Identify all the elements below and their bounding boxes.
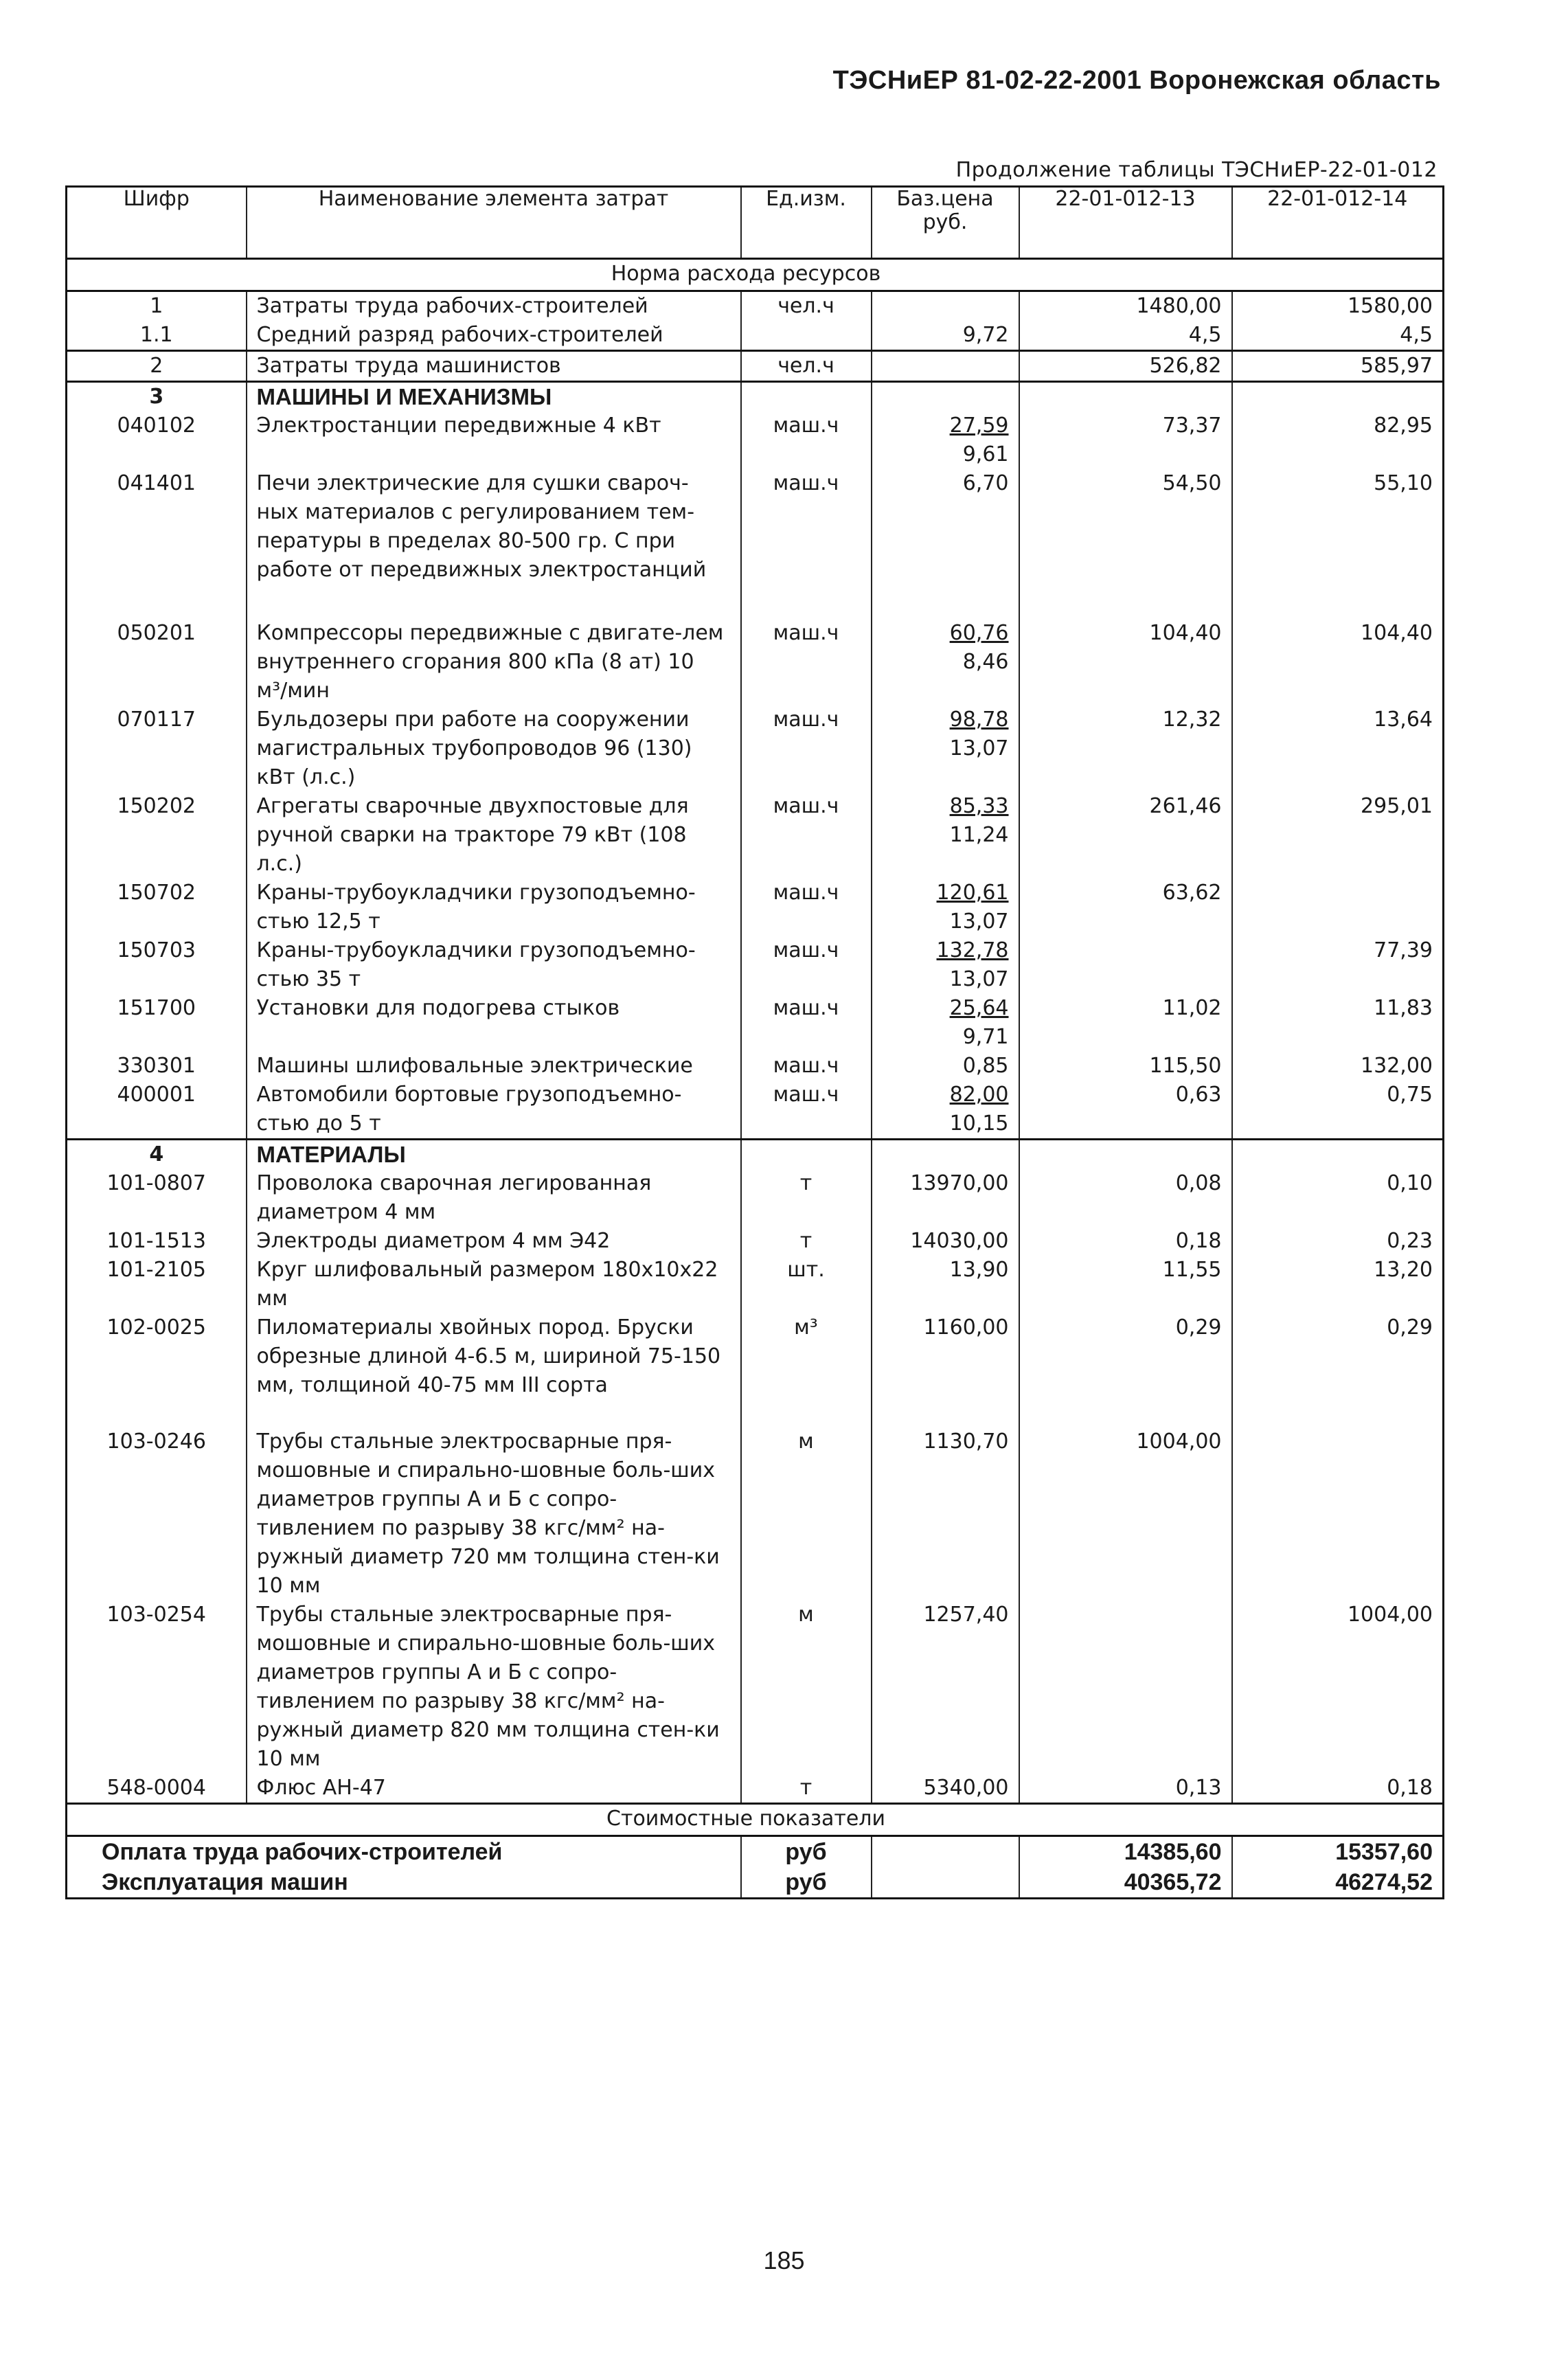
row-value-14: 0,29 (1232, 1313, 1444, 1427)
section-title: МАШИНЫ И МЕХАНИЗМЫ (247, 382, 741, 412)
summary-unit: руб (741, 1867, 872, 1899)
row-value-13: 54,50 (1019, 469, 1232, 619)
row-code: 101-0807 (67, 1169, 247, 1227)
row-value-14: 295,01 (1232, 792, 1444, 879)
row-value-13 (1019, 1601, 1232, 1774)
row-value-13: 73,37 (1019, 411, 1232, 469)
row-code: 070117 (67, 705, 247, 792)
summary-price (872, 1867, 1019, 1899)
row-price (872, 879, 1019, 936)
col-header-price (872, 187, 1019, 259)
row-value-14: 11,83 (1232, 994, 1444, 1052)
row-value-14: 1004,00 (1232, 1601, 1444, 1774)
row-code: 400001 (67, 1081, 247, 1140)
row-name: Бульдозеры при работе на сооружении магистральных трубопроводов 96 (130) кВт (л.с.) (247, 705, 741, 792)
row-price (872, 1774, 1019, 1804)
row-unit: м³ (741, 1313, 872, 1427)
row-unit: т (741, 1169, 872, 1227)
row-price-main: 27,59 (949, 414, 1009, 438)
row-value-13: 11,55 (1019, 1256, 1232, 1313)
row-price-wage: 13,07 (949, 910, 1009, 934)
summary-label: Эксплуатация машин (67, 1867, 741, 1899)
row-code: 1.1 (67, 321, 247, 351)
row-price-wage: 11,24 (949, 823, 1009, 847)
table-row (67, 1313, 1444, 1427)
row-unit (741, 321, 872, 351)
row-value-14: 82,95 (1232, 411, 1444, 469)
row-code: 151700 (67, 994, 247, 1052)
row-name: Средний разряд рабочих-строителей (247, 321, 741, 351)
table-row (67, 351, 1444, 382)
row-value-13: 1480,00 (1019, 291, 1232, 321)
row-value-14: 4,5 (1232, 321, 1444, 351)
row-price (872, 469, 1019, 619)
row-value-13: 63,62 (1019, 879, 1232, 936)
row-value-13: 0,08 (1019, 1169, 1232, 1227)
row-name: Компрессоры передвижные с двигате-лем внутреннего сгорания 800 кПа (8 ат) 10 м³/мин (247, 619, 741, 705)
col-header-code: Шифр (67, 187, 247, 259)
summary-unit: руб (741, 1836, 872, 1868)
row-price (872, 1169, 1019, 1227)
row-code: 050201 (67, 619, 247, 705)
table-row (67, 291, 1444, 321)
document-header-title: ТЭСНиЕР 81-02-22-2001 Воронежская область (832, 66, 1441, 95)
row-price (872, 1140, 1019, 1170)
col-header-22-01-012-14: 22-01-012-14 (1232, 187, 1444, 259)
row-price-main: 98,78 (949, 708, 1009, 732)
cost-header-row (67, 1804, 1444, 1836)
row-price (872, 351, 1019, 382)
row-name: Круг шлифовальный размером 180х10х22 мм (247, 1256, 741, 1313)
row-value-13: 12,32 (1019, 705, 1232, 792)
row-price-main: 132,78 (936, 938, 1009, 962)
row-value-13: 4,5 (1019, 321, 1232, 351)
col-header-22-01-012-13: 22-01-012-13 (1019, 187, 1232, 259)
row-code: 103-0254 (67, 1601, 247, 1774)
row-unit (741, 382, 872, 412)
row-value-14: 77,39 (1232, 936, 1444, 994)
row-price (872, 619, 1019, 705)
row-name: Трубы стальные электросварные пря-мошовные и спирально-шовные боль-ших диаметров группы А и Б с сопро-тивлением по разрыву 38 кгс/мм² на-ружный диаметр 720 мм толщина стен-ки 10 мм (247, 1427, 741, 1601)
row-price (872, 382, 1019, 412)
row-code: 040102 (67, 411, 247, 469)
row-value-13: 104,40 (1019, 619, 1232, 705)
row-price (872, 1081, 1019, 1140)
summary-label: Оплата труда рабочих-строителей (67, 1836, 741, 1868)
row-value-14: 13,20 (1232, 1256, 1444, 1313)
table-row (67, 469, 1444, 619)
row-value-13: 0,29 (1019, 1313, 1232, 1427)
row-value-14: 0,75 (1232, 1081, 1444, 1140)
row-price (872, 705, 1019, 792)
row-value-14 (1232, 1140, 1444, 1170)
col-header-price-line1: Баз.цена (896, 187, 994, 211)
table-row (67, 1081, 1444, 1140)
cost-header-label: Стоимостные показатели (67, 1804, 1444, 1836)
summary-row (67, 1836, 1444, 1868)
row-price (872, 1256, 1019, 1313)
row-code: 150703 (67, 936, 247, 994)
table-row (67, 936, 1444, 994)
table-row (67, 1256, 1444, 1313)
row-price-main: 85,33 (949, 794, 1009, 818)
row-unit: маш.ч (741, 619, 872, 705)
row-price-main: 1130,70 (923, 1430, 1009, 1454)
row-code: 2 (67, 351, 247, 382)
row-unit: маш.ч (741, 994, 872, 1052)
row-price (872, 1427, 1019, 1601)
row-price (872, 792, 1019, 879)
row-code: 1 (67, 291, 247, 321)
summary-price (872, 1836, 1019, 1868)
row-value-13: 261,46 (1019, 792, 1232, 879)
row-name: Затраты труда машинистов (247, 351, 741, 382)
row-value-14: 0,18 (1232, 1774, 1444, 1804)
row-unit: маш.ч (741, 936, 872, 994)
row-price-wage: 13,07 (949, 736, 1009, 760)
row-price-main: 9,72 (962, 323, 1009, 347)
summary-value-14: 15357,60 (1232, 1836, 1444, 1868)
norm-header-label: Норма расхода ресурсов (67, 259, 1444, 291)
row-price (872, 994, 1019, 1052)
row-price-main: 120,61 (936, 881, 1009, 905)
row-price (872, 1227, 1019, 1256)
table-row (67, 1601, 1444, 1774)
row-value-14: 55,10 (1232, 469, 1444, 619)
row-unit: м (741, 1427, 872, 1601)
row-code: 548-0004 (67, 1774, 247, 1804)
row-unit: т (741, 1774, 872, 1804)
row-unit: маш.ч (741, 411, 872, 469)
row-price-main: 0,85 (962, 1054, 1009, 1078)
row-value-13: 115,50 (1019, 1052, 1232, 1081)
row-code: 330301 (67, 1052, 247, 1081)
row-name: Пиломатериалы хвойных пород. Бруски обрезные длиной 4-6.5 м, шириной 75-150 мм, толщиной 40-75 мм III сорта (247, 1313, 741, 1427)
row-unit: шт. (741, 1256, 872, 1313)
section-row-materials (67, 1140, 1444, 1170)
table-row (67, 879, 1444, 936)
row-unit: т (741, 1227, 872, 1256)
row-price (872, 1052, 1019, 1081)
row-name: Машины шлифовальные электрические (247, 1052, 741, 1081)
table-row (67, 619, 1444, 705)
row-price (872, 1601, 1019, 1774)
row-value-13: 11,02 (1019, 994, 1232, 1052)
row-price-wage: 9,71 (962, 1025, 1009, 1049)
row-price-main: 82,00 (949, 1083, 1009, 1107)
row-unit: м (741, 1601, 872, 1774)
row-code: 101-2105 (67, 1256, 247, 1313)
row-price-main: 13,90 (949, 1258, 1009, 1282)
table-row (67, 1227, 1444, 1256)
table-row (67, 994, 1444, 1052)
row-code: 041401 (67, 469, 247, 619)
row-value-14 (1232, 382, 1444, 412)
row-value-13 (1019, 1140, 1232, 1170)
row-price-main: 6,70 (962, 471, 1009, 495)
row-price (872, 936, 1019, 994)
row-code: 150202 (67, 792, 247, 879)
row-value-14: 104,40 (1232, 619, 1444, 705)
row-name: Затраты труда рабочих-строителей (247, 291, 741, 321)
row-value-13: 526,82 (1019, 351, 1232, 382)
row-value-14: 0,23 (1232, 1227, 1444, 1256)
col-header-price-line2: руб. (922, 210, 968, 234)
row-code: 4 (67, 1140, 247, 1170)
row-value-14 (1232, 1427, 1444, 1601)
table-row (67, 411, 1444, 469)
row-price (872, 291, 1019, 321)
row-price (872, 1313, 1019, 1427)
table-row (67, 321, 1444, 351)
table-row (67, 705, 1444, 792)
table-row (67, 1169, 1444, 1227)
row-value-13 (1019, 936, 1232, 994)
summary-value-14: 46274,52 (1232, 1867, 1444, 1899)
row-price-main: 1160,00 (923, 1315, 1009, 1340)
row-price-main: 1257,40 (923, 1603, 1009, 1627)
row-price-main: 14030,00 (910, 1229, 1009, 1253)
row-value-14: 1580,00 (1232, 291, 1444, 321)
row-price-main: 5340,00 (923, 1776, 1009, 1800)
row-code: 3 (67, 382, 247, 412)
summary-value-13: 14385,60 (1019, 1836, 1232, 1868)
table-row (67, 792, 1444, 879)
row-name: Трубы стальные электросварные пря-мошовные и спирально-шовные боль-ших диаметров группы А и Б с сопро-тивлением по разрыву 38 кгс/мм² на-ружный диаметр 820 мм толщина стен-ки 10 мм (247, 1601, 741, 1774)
row-value-13: 0,63 (1019, 1081, 1232, 1140)
row-name: Электростанции передвижные 4 кВт (247, 411, 741, 469)
row-unit: чел.ч (741, 291, 872, 321)
row-unit: чел.ч (741, 351, 872, 382)
col-header-unit: Ед.изм. (741, 187, 872, 259)
row-price-wage: 9,61 (962, 442, 1009, 466)
row-unit: маш.ч (741, 1081, 872, 1140)
row-name: Агрегаты сварочные двухпостовые для ручной сварки на тракторе 79 кВт (108 л.с.) (247, 792, 741, 879)
resource-norms-table (65, 185, 1444, 1899)
table-row (67, 1427, 1444, 1601)
row-value-14: 132,00 (1232, 1052, 1444, 1081)
row-value-13 (1019, 382, 1232, 412)
row-name: Флюс АН-47 (247, 1774, 741, 1804)
row-price-main: 13970,00 (910, 1171, 1009, 1195)
row-code: 150702 (67, 879, 247, 936)
row-value-14: 585,97 (1232, 351, 1444, 382)
row-price (872, 321, 1019, 351)
summary-value-13: 40365,72 (1019, 1867, 1232, 1899)
row-value-14 (1232, 879, 1444, 936)
row-value-13: 1004,00 (1019, 1427, 1232, 1601)
row-value-14: 13,64 (1232, 705, 1444, 792)
row-name: Проволока сварочная легированная диаметром 4 мм (247, 1169, 741, 1227)
row-code: 101-1513 (67, 1227, 247, 1256)
table-row (67, 1052, 1444, 1081)
row-unit (741, 1140, 872, 1170)
row-price-wage: 13,07 (949, 967, 1009, 991)
row-name: Краны-трубоукладчики грузоподъемно-стью 12,5 т (247, 879, 741, 936)
col-header-name: Наименование элемента затрат (247, 187, 741, 259)
row-name: Автомобили бортовые грузоподъемно-стью до 5 т (247, 1081, 741, 1140)
row-name: Печи электрические для сушки свароч-ных материалов с регулированием тем-пературы в пределах 80-500 гр. С при работе от передвижных электростанций (247, 469, 741, 619)
row-name: Электроды диаметром 4 мм Э42 (247, 1227, 741, 1256)
row-price (872, 411, 1019, 469)
row-price-main: 25,64 (949, 996, 1009, 1020)
row-unit: маш.ч (741, 879, 872, 936)
row-code: 102-0025 (67, 1313, 247, 1427)
row-value-13: 0,18 (1019, 1227, 1232, 1256)
section-title: МАТЕРИАЛЫ (247, 1140, 741, 1170)
row-code: 103-0246 (67, 1427, 247, 1601)
page-number: 185 (763, 2246, 805, 2274)
row-value-13: 0,13 (1019, 1774, 1232, 1804)
row-price-wage: 10,15 (949, 1111, 1009, 1136)
row-unit: маш.ч (741, 705, 872, 792)
section-row-machines (67, 382, 1444, 412)
summary-row (67, 1867, 1444, 1899)
norm-header-row (67, 259, 1444, 291)
table-continuation-caption: Продолжение таблицы ТЭСНиЕР-22-01-012 (955, 158, 1438, 182)
row-price-main: 60,76 (949, 621, 1009, 645)
table-row (67, 1774, 1444, 1804)
row-unit: маш.ч (741, 469, 872, 619)
row-unit: маш.ч (741, 1052, 872, 1081)
row-name: Установки для подогрева стыков (247, 994, 741, 1052)
table-header-row (67, 187, 1444, 259)
row-price-wage: 8,46 (962, 650, 1009, 674)
row-unit: маш.ч (741, 792, 872, 879)
row-value-14: 0,10 (1232, 1169, 1444, 1227)
row-name: Краны-трубоукладчики грузоподъемно-стью 35 т (247, 936, 741, 994)
